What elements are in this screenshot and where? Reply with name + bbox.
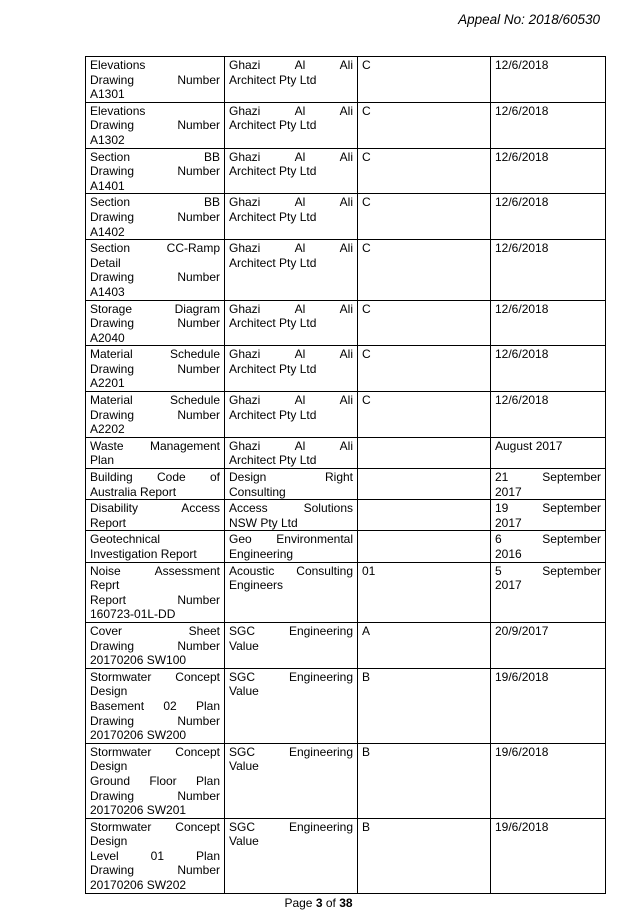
date-cell xyxy=(491,392,606,438)
document-cell-line: Drawing Number xyxy=(90,407,220,422)
document-cell-line: Section BB xyxy=(90,149,220,164)
document-cell-line: A2040 xyxy=(90,330,125,345)
author-cell-line: Ghazi Al Ali xyxy=(229,438,353,453)
author-cell xyxy=(225,531,358,562)
author-cell-line: Ghazi Al Ali xyxy=(229,301,353,316)
author-cell-line: Ghazi Al Ali xyxy=(229,393,353,408)
author-cell xyxy=(225,392,358,438)
table-row xyxy=(86,668,606,743)
table-row xyxy=(86,57,606,103)
revision-cell-value: C xyxy=(362,347,371,362)
date-cell xyxy=(491,346,606,392)
author-cell-line: Ghazi Al Ali xyxy=(229,103,353,118)
date-cell-line: 2017 xyxy=(495,578,522,593)
document-cell-line: A1403 xyxy=(90,284,125,299)
document-cell-line: Ground Floor Plan xyxy=(90,773,220,788)
table-row xyxy=(86,818,606,893)
table-row xyxy=(86,392,606,438)
author-cell-line: Architect Pty Ltd xyxy=(229,209,317,224)
document-cell xyxy=(86,743,225,818)
table-row xyxy=(86,622,606,668)
document-cell-line: A1301 xyxy=(90,87,125,102)
table-row xyxy=(86,240,606,300)
revision-cell xyxy=(358,437,491,468)
document-cell-line: A2202 xyxy=(90,422,125,437)
revision-cell xyxy=(358,102,491,148)
author-cell-line: Ghazi Al Ali xyxy=(229,241,353,256)
document-cell xyxy=(86,622,225,668)
documents-table-body xyxy=(86,57,606,894)
author-cell xyxy=(225,743,358,818)
author-cell-line: Ghazi Al Ali xyxy=(229,149,353,164)
document-cell xyxy=(86,469,225,500)
revision-cell-value: C xyxy=(362,393,371,408)
revision-cell xyxy=(358,469,491,500)
document-cell-line: Drawing Number xyxy=(90,713,220,728)
table-row xyxy=(86,194,606,240)
revision-cell xyxy=(358,562,491,622)
document-cell-line: 20170206 SW100 xyxy=(90,653,187,668)
author-cell-line: Design Right xyxy=(229,470,353,485)
document-cell-line: A1302 xyxy=(90,132,125,147)
date-cell xyxy=(491,668,606,743)
author-cell-line: Architect Pty Ltd xyxy=(229,255,317,270)
revision-cell-value: C xyxy=(362,103,371,118)
document-cell-line: Drawing Number xyxy=(90,863,220,878)
author-cell-line: Ghazi Al Ali xyxy=(229,347,353,362)
date-cell-line: 5 September xyxy=(495,563,601,578)
author-cell xyxy=(225,818,358,893)
author-cell xyxy=(225,57,358,103)
document-cell xyxy=(86,300,225,346)
author-cell-line: SGC Engineering xyxy=(229,819,353,834)
appeal-number-header: Appeal No: 2018/60530 xyxy=(458,12,600,27)
author-cell-line: Value xyxy=(229,684,259,699)
author-cell-line: Architect Pty Ltd xyxy=(229,164,317,179)
document-cell-line: Drawing Number xyxy=(90,164,220,179)
author-cell-line: Value xyxy=(229,759,259,774)
author-cell xyxy=(225,500,358,531)
document-cell-line: Report Number xyxy=(90,592,220,607)
revision-cell xyxy=(358,194,491,240)
author-cell-line: SGC Engineering xyxy=(229,669,353,684)
date-cell-line: August 2017 xyxy=(495,438,563,453)
document-cell-line: 20170206 SW201 xyxy=(90,803,187,818)
document-cell-line: Drawing Number xyxy=(90,118,220,133)
date-cell-line: 12/6/2018 xyxy=(495,58,549,72)
table-row xyxy=(86,531,606,562)
author-cell-line: Architect Pty Ltd xyxy=(229,453,317,468)
table-row xyxy=(86,743,606,818)
date-cell-line: 6 September xyxy=(495,532,601,547)
date-cell xyxy=(491,437,606,468)
table-row xyxy=(86,300,606,346)
document-cell-line: 20170206 SW200 xyxy=(90,728,187,743)
document-cell-line: Detail xyxy=(90,255,121,270)
document-cell-line: Material Schedule xyxy=(90,393,220,408)
date-cell-line: 12/6/2018 xyxy=(495,347,549,362)
revision-cell-value: A xyxy=(362,623,371,638)
document-cell-line: Disability Access xyxy=(90,501,220,516)
date-cell xyxy=(491,469,606,500)
revision-cell xyxy=(358,240,491,300)
date-cell xyxy=(491,531,606,562)
document-cell-line: 160723-01L-DD xyxy=(90,607,176,622)
table-row xyxy=(86,469,606,500)
table-row xyxy=(86,500,606,531)
document-cell-line: Noise Assessment xyxy=(90,563,220,578)
revision-cell-value: C xyxy=(362,58,371,72)
document-cell-line: Drawing Number xyxy=(90,361,220,376)
date-cell xyxy=(491,57,606,103)
date-cell xyxy=(491,194,606,240)
revision-cell xyxy=(358,57,491,103)
date-cell-line: 2017 xyxy=(495,515,522,530)
document-cell-line: 20170206 SW202 xyxy=(90,878,187,893)
date-cell-line: 12/6/2018 xyxy=(495,103,549,118)
date-cell-line: 19/6/2018 xyxy=(495,819,549,834)
document-cell-line: Drawing Number xyxy=(90,72,220,87)
author-cell-line: Architect Pty Ltd xyxy=(229,72,317,87)
revision-cell-value: B xyxy=(362,744,371,759)
author-cell xyxy=(225,346,358,392)
author-cell-line: Architect Pty Ltd xyxy=(229,118,317,133)
author-cell xyxy=(225,148,358,194)
document-cell-line: Report xyxy=(90,515,127,530)
document-cell xyxy=(86,102,225,148)
document-cell xyxy=(86,668,225,743)
revision-cell xyxy=(358,743,491,818)
date-cell-line: 12/6/2018 xyxy=(495,241,549,256)
author-cell xyxy=(225,668,358,743)
document-cell-line: Drawing Number xyxy=(90,788,220,803)
date-cell xyxy=(491,240,606,300)
date-cell xyxy=(491,300,606,346)
author-cell-line: Ghazi Al Ali xyxy=(229,58,353,72)
page-current: 3 xyxy=(315,896,323,910)
page-label: Page xyxy=(284,896,316,910)
document-cell-line: Drawing Number xyxy=(90,316,220,331)
author-cell xyxy=(225,300,358,346)
document-cell-line: Stormwater Concept xyxy=(90,669,220,684)
document-cell-line: Drawing Number xyxy=(90,209,220,224)
document-cell xyxy=(86,500,225,531)
document-cell-line: Drawing Number xyxy=(90,270,220,285)
document-cell-line: Material Schedule xyxy=(90,347,220,362)
document-cell-line: Plan xyxy=(90,453,115,468)
document-cell-line: Design xyxy=(90,834,128,849)
document-cell-line: Section BB xyxy=(90,195,220,210)
documents-table xyxy=(85,56,606,894)
author-cell xyxy=(225,562,358,622)
author-cell xyxy=(225,437,358,468)
revision-cell xyxy=(358,148,491,194)
revision-cell xyxy=(358,668,491,743)
author-cell xyxy=(225,102,358,148)
table-row xyxy=(86,346,606,392)
document-cell-line: A2201 xyxy=(90,376,125,391)
date-cell xyxy=(491,148,606,194)
document-cell-line: Elevations xyxy=(90,103,146,118)
author-cell-line: Consulting xyxy=(229,484,286,499)
document-cell xyxy=(86,392,225,438)
revision-cell xyxy=(358,500,491,531)
document-cell-line: Investigation Report xyxy=(90,547,197,561)
table-row xyxy=(86,562,606,622)
document-cell xyxy=(86,818,225,893)
document-cell-line: Reprt xyxy=(90,578,120,593)
author-cell-line: Engineers xyxy=(229,578,284,593)
author-cell-line: SGC Engineering xyxy=(229,744,353,759)
author-cell-line: Architect Pty Ltd xyxy=(229,361,317,376)
document-cell xyxy=(86,562,225,622)
author-cell xyxy=(225,194,358,240)
date-cell xyxy=(491,102,606,148)
date-cell xyxy=(491,743,606,818)
date-cell-line: 19 September xyxy=(495,501,601,516)
author-cell-line: Ghazi Al Ali xyxy=(229,195,353,210)
author-cell-line: Architect Pty Ltd xyxy=(229,407,317,422)
author-cell xyxy=(225,622,358,668)
document-cell-line: Basement 02 Plan xyxy=(90,698,220,713)
document-cell xyxy=(86,531,225,562)
document-cell-line: Stormwater Concept xyxy=(90,819,220,834)
date-cell-line: 12/6/2018 xyxy=(495,195,549,210)
document-cell-line: Design xyxy=(90,759,128,774)
author-cell-line: Engineering xyxy=(229,547,294,561)
date-cell-line: 12/6/2018 xyxy=(495,301,549,316)
date-cell-line: 2017 xyxy=(495,484,522,499)
page-of: of xyxy=(322,896,340,910)
date-cell-line: 21 September xyxy=(495,470,601,485)
revision-cell-value: B xyxy=(362,819,371,834)
revision-cell-value: B xyxy=(362,669,371,684)
document-cell-line: Australia Report xyxy=(90,484,177,499)
revision-cell-value: C xyxy=(362,149,371,164)
date-cell-line: 19/6/2018 xyxy=(495,669,549,684)
table-row xyxy=(86,102,606,148)
date-cell-line: 19/6/2018 xyxy=(495,744,549,759)
document-cell-line: Stormwater Concept xyxy=(90,744,220,759)
document-cell-line: Section CC-Ramp xyxy=(90,241,220,256)
author-cell-line: Access Solutions xyxy=(229,501,353,516)
revision-cell xyxy=(358,531,491,562)
author-cell-line: Acoustic Consulting xyxy=(229,563,353,578)
page-total: 38 xyxy=(339,896,353,910)
revision-cell xyxy=(358,300,491,346)
revision-cell-value: C xyxy=(362,241,371,256)
revision-cell xyxy=(358,346,491,392)
document-cell-line: Geotechnical xyxy=(90,532,161,547)
author-cell-line: SGC Engineering xyxy=(229,623,353,638)
date-cell xyxy=(491,562,606,622)
document-cell-line: Storage Diagram xyxy=(90,301,220,316)
date-cell-line: 12/6/2018 xyxy=(495,393,549,408)
document-cell xyxy=(86,437,225,468)
revision-cell xyxy=(358,392,491,438)
revision-cell xyxy=(358,622,491,668)
document-cell xyxy=(86,148,225,194)
document-cell-line: Building Code of xyxy=(90,470,220,485)
date-cell xyxy=(491,818,606,893)
document-cell-line: Drawing Number xyxy=(90,638,220,653)
author-cell-line: Architect Pty Ltd xyxy=(229,316,317,331)
revision-cell-value: C xyxy=(362,195,371,210)
document-cell-line: Level 01 Plan xyxy=(90,848,220,863)
author-cell-line: NSW Pty Ltd xyxy=(229,515,298,530)
document-cell xyxy=(86,346,225,392)
author-cell xyxy=(225,469,358,500)
page-footer xyxy=(0,896,637,910)
document-cell xyxy=(86,194,225,240)
date-cell xyxy=(491,500,606,531)
document-cell-line: Waste Management xyxy=(90,438,220,453)
revision-cell-value: 01 xyxy=(362,563,376,578)
date-cell-line: 12/6/2018 xyxy=(495,149,549,164)
table-row xyxy=(86,437,606,468)
document-cell xyxy=(86,240,225,300)
document-cell-line: Design xyxy=(90,684,128,699)
table-row xyxy=(86,148,606,194)
date-cell xyxy=(491,622,606,668)
revision-cell xyxy=(358,818,491,893)
document-cell-line: Cover Sheet xyxy=(90,623,220,638)
document-cell xyxy=(86,57,225,103)
document-cell-line: A1402 xyxy=(90,224,125,239)
author-cell xyxy=(225,240,358,300)
document-cell-line: A1401 xyxy=(90,178,125,193)
author-cell-line: Value xyxy=(229,834,259,849)
author-cell-line: Geo Environmental xyxy=(229,532,353,547)
date-cell-line: 2016 xyxy=(495,547,522,561)
author-cell-line: Value xyxy=(229,638,259,653)
document-cell-line: Elevations xyxy=(90,58,146,72)
date-cell-line: 20/9/2017 xyxy=(495,623,549,638)
revision-cell-value: C xyxy=(362,301,371,316)
